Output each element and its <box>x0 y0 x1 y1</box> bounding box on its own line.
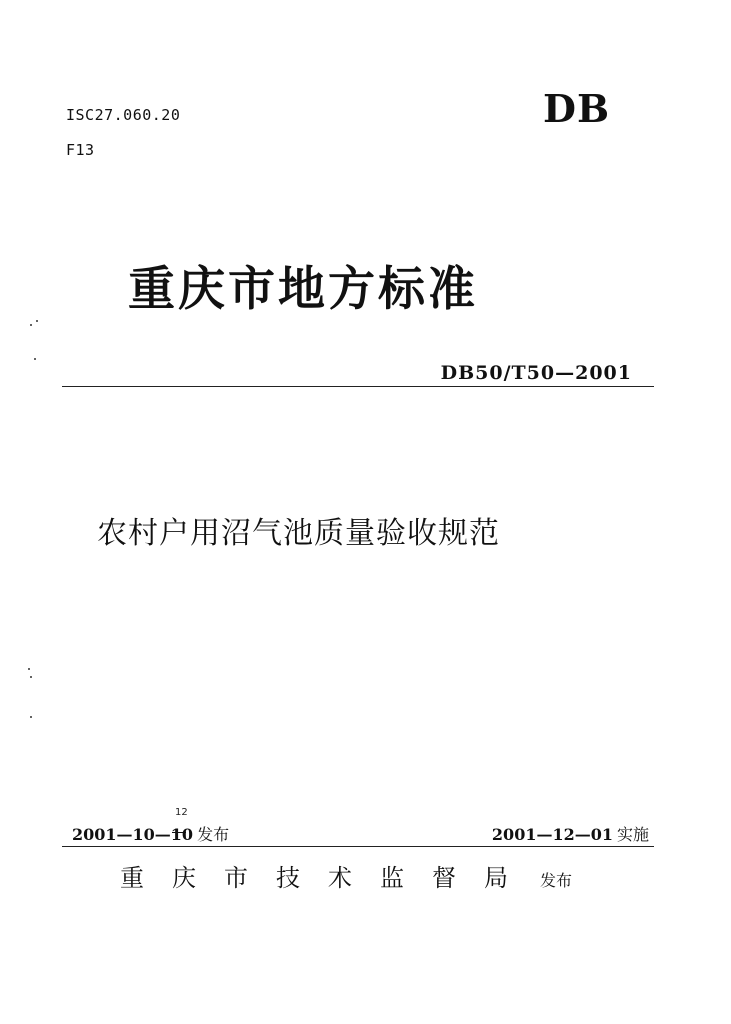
scan-speck <box>30 324 32 326</box>
standard-number: DB50/T50—2001 <box>440 362 632 384</box>
scan-speck <box>30 716 32 718</box>
scan-speck <box>34 358 36 360</box>
handwritten-correction: 12 <box>175 807 188 818</box>
scan-speck <box>36 320 38 322</box>
publisher-char: 局 <box>484 864 508 892</box>
publisher-char: 市 <box>224 864 248 892</box>
scan-speck <box>30 676 32 678</box>
ics-code: ISC27.060.20 <box>66 106 181 124</box>
publisher-char: 技 <box>276 864 300 892</box>
implementation-label: 实施 <box>616 825 649 844</box>
main-title: 重庆市地方标准 <box>128 262 478 317</box>
scan-speck <box>28 668 30 670</box>
publisher-char: 庆 <box>172 864 196 892</box>
standard-logo: DB <box>543 86 611 131</box>
publisher-char: 重 <box>120 864 144 892</box>
bottom-rule <box>62 846 654 847</box>
publisher-char: 监 <box>380 864 404 892</box>
implementation-date: 2001—12—01 <box>491 825 613 844</box>
document-title: 农村户用沼气池质量验收规范 <box>97 516 500 551</box>
issue-date: 2001—10—10 <box>72 825 194 844</box>
publisher-char: 督 <box>432 864 456 892</box>
issue-date-line <box>72 822 229 845</box>
strike-mark <box>172 832 186 833</box>
publisher <box>120 858 572 893</box>
publisher-suffix: 发布 <box>540 871 573 890</box>
ccs-code: F13 <box>66 141 95 159</box>
publisher-char: 术 <box>328 864 352 892</box>
implementation-date-line <box>492 822 649 845</box>
top-rule <box>62 386 654 387</box>
issue-label: 发布 <box>197 825 230 844</box>
